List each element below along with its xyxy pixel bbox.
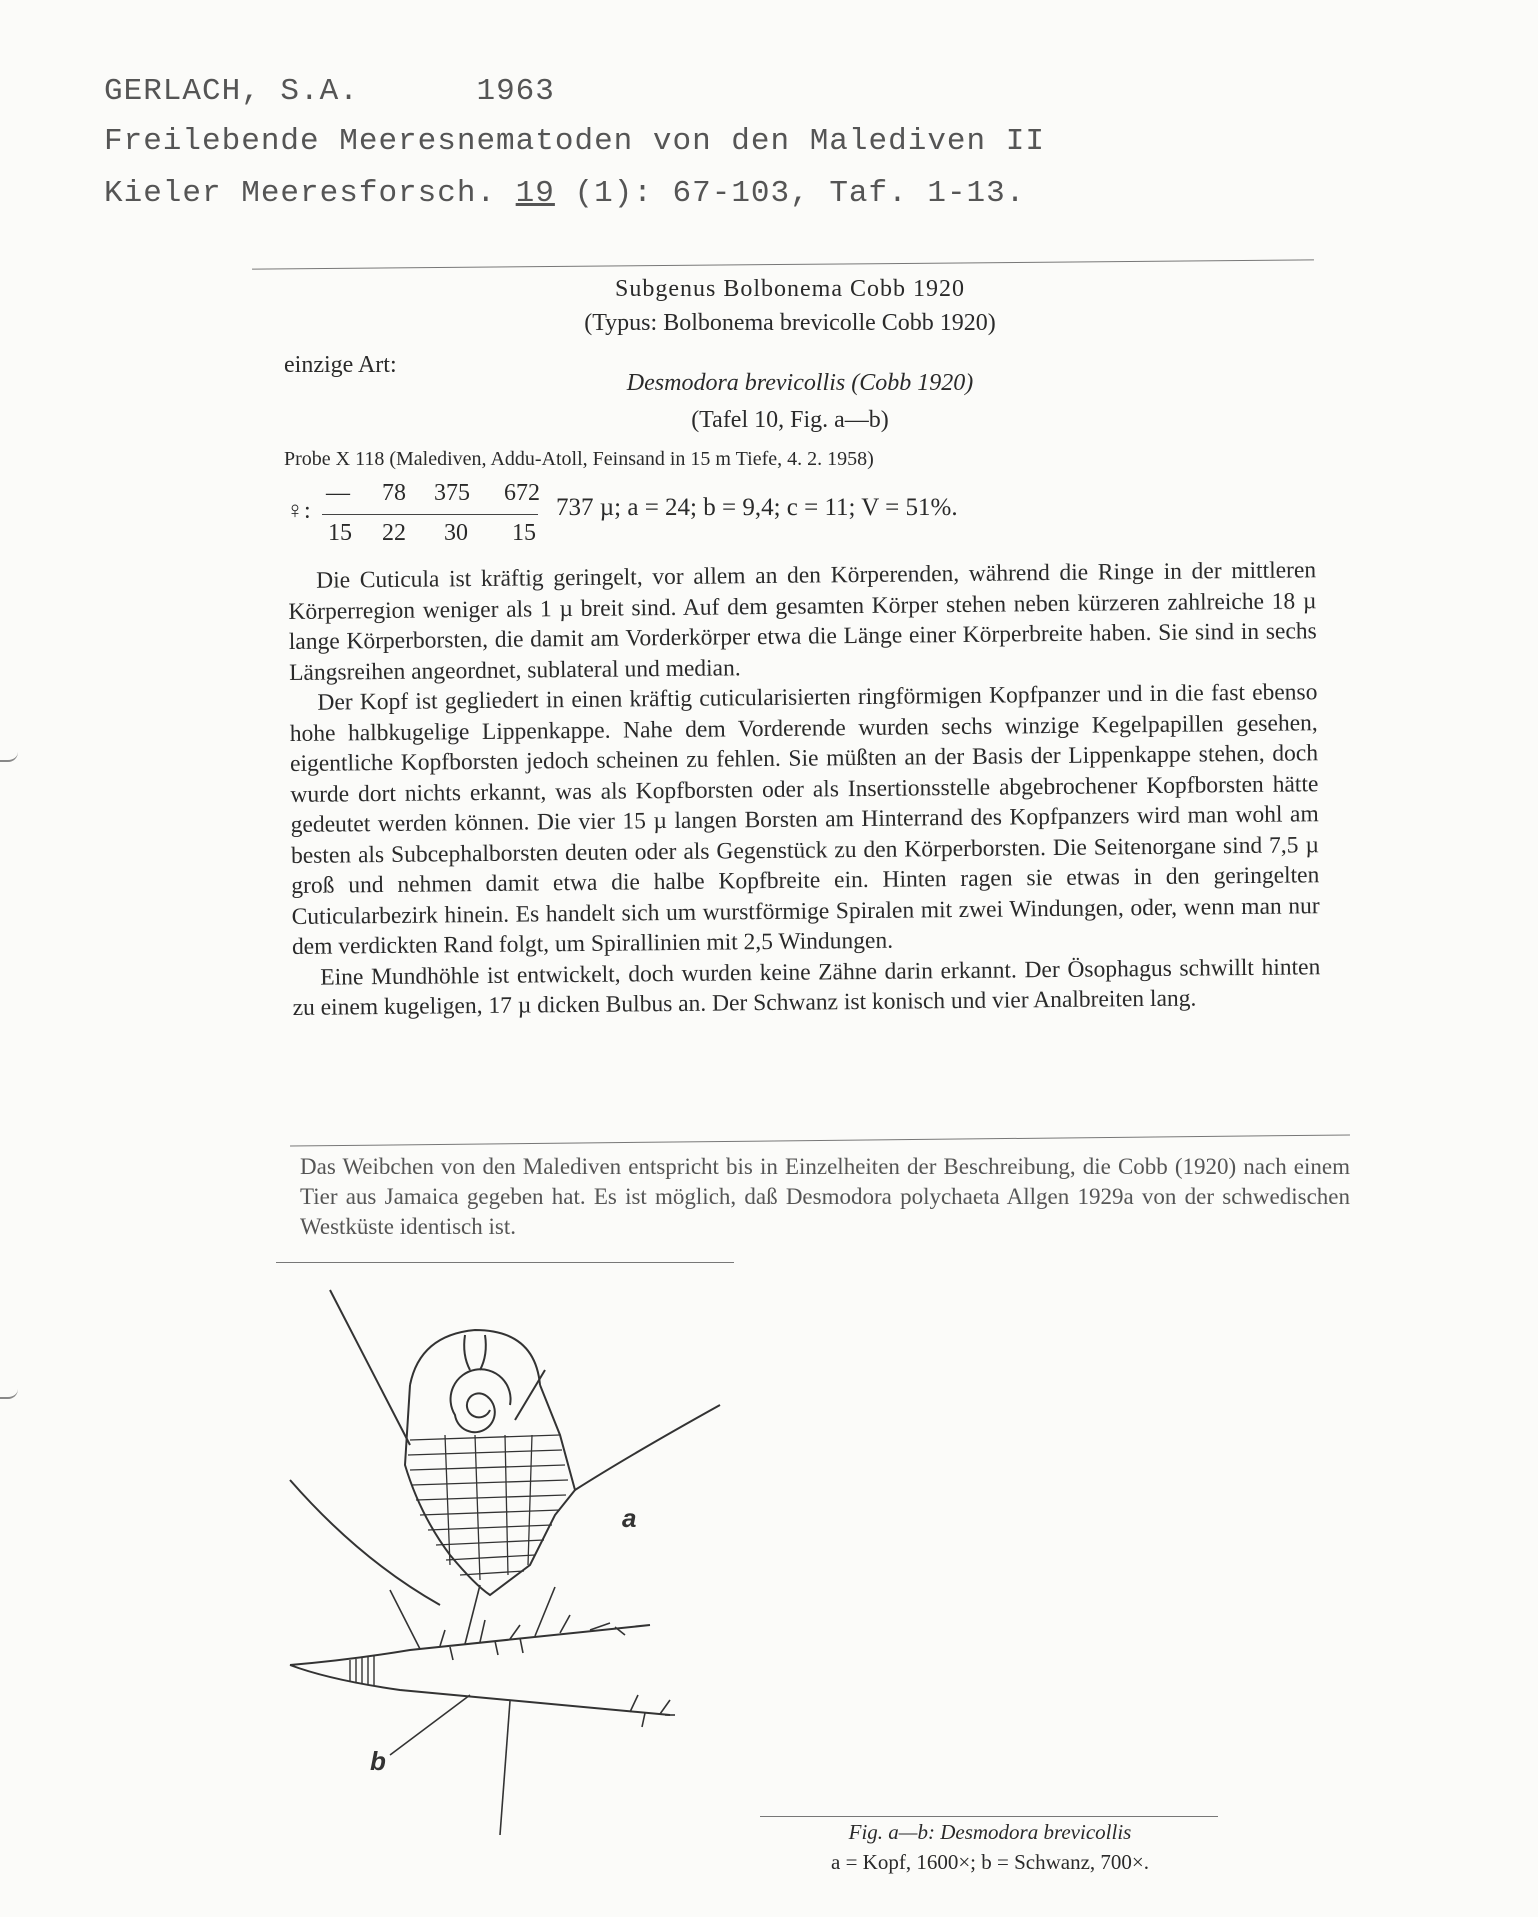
figure-caption-scale: a = Kopf, 1600×; b = Schwanz, 700×.	[831, 1850, 1149, 1874]
seta-left-long	[330, 1290, 410, 1445]
amphid-spiral	[451, 1369, 511, 1432]
remark-text: Das Weibchen von den Malediven entspricht bis in Einzelheiten der Beschreibung, die Cobb (1920) nach einem Tier aus Jamaica gegeben hat. Es ist möglich, daß Desmodora polychaeta Allgen 1929a von der schwedischen Westküste identisch ist.	[300, 1154, 1350, 1239]
paragraph-kopf: Der Kopf ist gegliedert in einen kräftig cuticularisierten ringförmigen Kopfpanzer und in die fast ebenso hohe halbkugelige Lippenkappe. Nahe dem Vorderende wurden sechs winzige Kegelpapillen gesehen, eigentliche Kopfborsten jedoch scheinen zu fehlen. Sie müßten an der Basis der Lippenkappe stehen, doch wurde dort nichts erkannt, was als Kopfborsten oder als Insertionsstelle abgebrochener Kopfborsten hätte gedeutet werden können. Die vier 15 µ langen Borsten am Hinterrand des Kopfpanzers wird man wohl am besten als Subcephalborsten deuten oder als Gegenstück zu den Körperborsten. Die Seitenorgane sind 7,5 µ groß und nehmen damit etwa die halbe Kopfbreite ein. Hinten ragen sie etwas in den geringelten Cuticularbezirk hinein. Es handelt sich um wurstförmige Spiralen mit zwei Windungen, oder, wenn man nur dem verdickten Rand folgt, um Spirallinien mit 2,5 Windungen.	[289, 679, 1320, 960]
de-man-formula	[286, 480, 1126, 550]
tail-setae	[390, 1585, 675, 1835]
page-edge-mark-bottom	[0, 1385, 18, 1399]
figure-label-b: b	[370, 1746, 386, 1776]
citation-journal	[104, 176, 1025, 211]
page-edge-mark-top	[0, 748, 18, 762]
citation-author-year	[104, 74, 555, 109]
paragraph-cuticula: Die Cuticula ist kräftig geringelt, vor allem an den Körperenden, während die Ringe in der mittleren Körperregion weniger als 1 µ breit sind. Auf dem gesamten Körper stehen neben kürzeren zahlreiche 18 µ lange Körperborsten, die damit am Vorderkörper etwa die Länge einer Körperbreite haben. Sie sind in sechs Längsreihen angeordnet, sublateral und median.	[288, 557, 1317, 686]
formula-fraction-line	[322, 514, 538, 515]
figure-b-tail-drawing	[290, 1585, 675, 1835]
figure-label-a: a	[622, 1503, 637, 1533]
subgenus-heading: Subgenus Bolbonema Cobb 1920	[615, 276, 965, 302]
seta-right-short	[515, 1370, 545, 1420]
species-heading: Desmodora brevicollis (Cobb 1920)	[626, 370, 974, 396]
middle-rule	[290, 1134, 1350, 1146]
journal-pages: (1): 67-103, Taf. 1-13.	[554, 176, 1026, 211]
tail-outline-upper	[290, 1625, 650, 1665]
citation-author: GERLACH, S.A.	[104, 74, 359, 109]
mouth-cavity	[464, 1335, 486, 1370]
cuticle-annulation	[408, 1435, 568, 1580]
formula-top-3: 375	[434, 480, 470, 506]
description-text	[288, 555, 1321, 1023]
lip-cap	[410, 1330, 540, 1385]
formula-indices: 737 µ; a = 24; b = 9,4; c = 11; V = 51%.	[556, 494, 958, 521]
seta-right-long	[575, 1405, 720, 1490]
nematode-figure	[270, 1275, 740, 1835]
top-rule	[252, 259, 1314, 269]
einzige-art-label: einzige Art:	[284, 352, 397, 378]
head-outline	[405, 1385, 575, 1595]
paragraph-mundhoehle: Eine Mundhöhle ist entwickelt, doch wurden keine Zähne darin erkannt. Der Ösophagus schwillt hinten zu einem kugeligen, 17 µ dicken Bulbus an. Der Schwanz ist konisch und vier Analbreiten lang.	[292, 953, 1321, 1021]
typus-line: (Typus: Bolbonema brevicolle Cobb 1920)	[584, 310, 996, 336]
citation-title: Freilebende Meeresnematoden von den Malediven II	[104, 124, 1045, 159]
tafel-line: (Tafel 10, Fig. a—b)	[691, 407, 889, 433]
formula-bottom-2: 22	[382, 520, 406, 546]
tail-outline-lower	[290, 1665, 670, 1715]
formula-top-2: 78	[382, 480, 406, 506]
female-symbol: ♀:	[286, 498, 311, 524]
formula-bottom-1: 15	[328, 520, 352, 546]
figure-top-rule	[276, 1262, 734, 1263]
figure-caption-title: Fig. a—b: Desmodora brevicollis	[848, 1820, 1132, 1844]
figure-a-head-drawing	[290, 1290, 720, 1605]
formula-bottom-4: 15	[512, 520, 536, 546]
citation-year: 1963	[476, 74, 555, 109]
formula-top-4: 672	[504, 480, 540, 506]
formula-bottom-3: 30	[444, 520, 468, 546]
journal-volume: 19	[515, 176, 555, 211]
probe-line: Probe X 118 (Malediven, Addu-Atoll, Feinsand in 15 m Tiefe, 4. 2. 1958)	[284, 448, 874, 470]
caption-rule	[760, 1816, 1218, 1817]
formula-top-1: —	[326, 480, 350, 506]
journal-name: Kieler Meeresforsch.	[104, 176, 516, 211]
